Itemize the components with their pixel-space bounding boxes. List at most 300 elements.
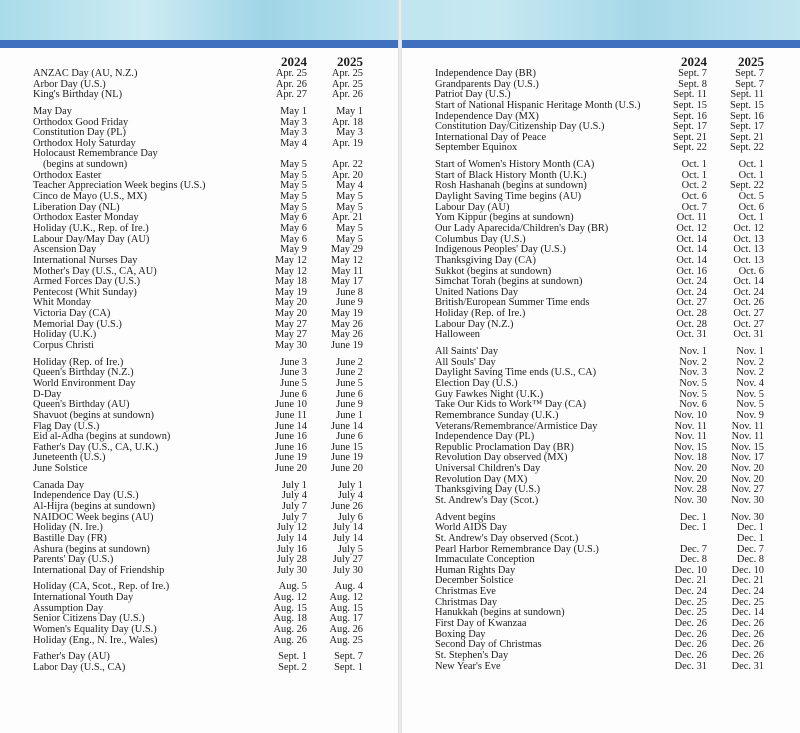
date-2025: Sept. 22 <box>729 180 764 192</box>
date-2025: Oct. 6 <box>738 201 764 213</box>
date-2025: Apr. 26 <box>331 89 363 101</box>
date-2025: Aug. 25 <box>329 634 363 646</box>
date-2025: Nov. 5 <box>736 388 764 400</box>
date-2024: June 10 <box>274 399 307 411</box>
date-2024: Dec. 25 <box>674 607 707 619</box>
date-2024: Nov. 10 <box>674 409 707 421</box>
date-2024: June 19 <box>274 452 307 464</box>
date-2025: June 1 <box>336 409 363 421</box>
holiday-name: Independence Day (MX) <box>435 110 539 122</box>
date-2025: June 2 <box>336 367 363 379</box>
holiday-name: Revolution Day (MX) <box>435 473 528 485</box>
holiday-row <box>33 341 366 352</box>
date-2024: July 7 <box>281 500 307 512</box>
holiday-name: All Saints' Day <box>435 346 499 358</box>
right-page <box>435 54 766 672</box>
date-2024: Dec. 25 <box>674 596 707 608</box>
date-2024: May 27 <box>274 329 307 341</box>
date-2025: Apr. 22 <box>331 159 363 171</box>
date-2025: Sept. 7 <box>735 78 764 90</box>
holiday-row <box>435 379 766 390</box>
holiday-name: Pentecost (Whit Sunday) <box>33 286 137 298</box>
holiday-name: Christmas Eve <box>435 586 496 598</box>
holiday-name: Labour Day (AU) <box>435 201 510 213</box>
date-2025: July 1 <box>337 479 363 491</box>
date-2025: July 5 <box>337 543 363 555</box>
date-2024: Apr. 27 <box>275 89 307 101</box>
date-2025: Oct. 27 <box>733 308 764 320</box>
holiday-name: Independence Day (U.S.) <box>33 490 139 502</box>
date-2024: Nov. 11 <box>674 431 707 443</box>
date-2025: May 4 <box>336 180 363 192</box>
date-2025: May 1 <box>336 105 363 117</box>
date-2024: Sept. 17 <box>672 121 707 133</box>
holiday-name: New Year's Eve <box>435 660 501 672</box>
date-2025: May 17 <box>330 276 363 288</box>
date-2024: May 3 <box>280 116 307 128</box>
holiday-name: ANZAC Day (AU, N.Z.) <box>33 68 138 79</box>
date-2025: June 15 <box>330 441 363 453</box>
date-2024: July 14 <box>276 532 307 544</box>
holiday-name: Daylight Saving Time begins (AU) <box>435 191 582 203</box>
date-2025: Dec. 1 <box>736 532 764 544</box>
date-2024: June 20 <box>274 463 307 475</box>
date-2024: Oct. 16 <box>676 265 707 277</box>
date-2025: Oct. 13 <box>733 244 764 256</box>
date-2024: Nov. 3 <box>679 367 707 379</box>
date-2025: Nov. 15 <box>731 441 764 453</box>
holiday-name: King's Birthday (NL) <box>33 89 123 101</box>
book-spine <box>398 0 402 733</box>
date-2025: Dec. 31 <box>731 660 764 672</box>
holiday-name: International Youth Day <box>33 592 134 604</box>
date-2025: June 19 <box>330 340 363 352</box>
date-2025: Nov. 5 <box>736 399 764 411</box>
date-2025: July 6 <box>337 511 363 523</box>
holiday-name: Corpus Christi <box>33 340 94 352</box>
holiday-row <box>435 143 766 154</box>
holiday-name: Our Lady Aparecida/Children's Day (BR) <box>435 222 609 234</box>
holiday-name: British/European Summer Time ends <box>435 297 590 309</box>
holiday-name: Guy Fawkes Night (U.K.) <box>435 388 544 400</box>
date-2024: May 5 <box>280 191 307 203</box>
holiday-name: Teacher Appreciation Week begins (U.S.) <box>33 180 206 192</box>
date-2024: Dec. 21 <box>674 575 707 587</box>
date-2025: Oct. 31 <box>733 329 764 341</box>
date-2024: Apr. 25 <box>275 68 307 79</box>
date-2024: May 5 <box>280 201 307 213</box>
holiday-name: Father's Day (U.S., CA, U.K.) <box>33 441 159 453</box>
date-2024: Oct. 24 <box>676 276 707 288</box>
date-2025: Sept. 17 <box>729 121 764 133</box>
holiday-name: Constitution Day/Citizenship Day (U.S.) <box>435 121 605 133</box>
holiday-name: Holiday (CA, Scot., Rep. of Ire.) <box>33 581 170 593</box>
date-2025: Aug. 4 <box>334 581 363 593</box>
year-2025-label: 2025 <box>738 54 764 69</box>
holiday-row <box>435 651 766 662</box>
date-2024: Nov. 11 <box>674 420 707 432</box>
holiday-name: May Day <box>33 105 72 117</box>
date-2024: Aug. 15 <box>273 602 307 614</box>
holiday-name: Mother's Day (U.S., CA, AU) <box>33 265 157 277</box>
date-2025: May 3 <box>336 127 363 139</box>
date-2025: Dec. 14 <box>731 607 764 619</box>
date-2024: May 20 <box>274 308 307 320</box>
date-2025: Nov. 1 <box>736 346 764 358</box>
right-holiday-list <box>435 69 766 672</box>
date-2025: June 9 <box>336 399 363 411</box>
holiday-name: Columbus Day (U.S.) <box>435 233 526 245</box>
holiday-name: Hanukkah (begins at sundown) <box>435 607 565 619</box>
holiday-name: St. Andrew's Day observed (Scot.) <box>435 532 579 544</box>
holiday-name: Liberation Day (NL) <box>33 201 120 213</box>
holiday-name: Women's Equality Day (U.S.) <box>33 624 157 636</box>
date-2025: Aug. 15 <box>329 602 363 614</box>
holiday-name: Holiday (Eng., N. Ire., Wales) <box>33 634 158 646</box>
holiday-row <box>33 636 366 647</box>
holiday-name: St. Andrew's Day (Scot.) <box>435 494 539 506</box>
holiday-name: World AIDS Day <box>435 522 507 534</box>
holiday-name: Holocaust Remembrance Day <box>33 148 158 160</box>
holiday-name: Bastille Day (FR) <box>33 532 107 544</box>
date-2024: Sept. 8 <box>678 78 707 90</box>
holiday-name: Daylight Saving Time ends (U.S., CA) <box>435 367 597 379</box>
date-2024: May 5 <box>280 180 307 192</box>
date-2024: July 12 <box>276 522 307 534</box>
left-page <box>33 54 366 674</box>
date-2024: Sept. 22 <box>672 142 707 154</box>
date-2024: Dec. 26 <box>674 618 707 630</box>
date-2025: Nov. 17 <box>731 452 764 464</box>
holiday-name: Thanksgiving Day (CA) <box>435 254 537 266</box>
date-2024: May 12 <box>274 265 307 277</box>
holiday-name: Holiday (N. Ire.) <box>33 522 103 534</box>
year-2024-label: 2024 <box>281 54 307 69</box>
date-2025: Aug. 17 <box>329 613 363 625</box>
date-2024: Oct. 27 <box>676 297 707 309</box>
date-2024: July 7 <box>281 511 307 523</box>
date-2024: Dec. 10 <box>674 564 707 576</box>
holiday-name: Juneteenth (U.S.) <box>33 452 106 464</box>
date-2024: Oct. 14 <box>676 244 707 256</box>
holiday-name: International Day of Peace <box>435 131 547 143</box>
holiday-name: Orthodox Easter Monday <box>33 212 139 224</box>
date-2025: May 19 <box>330 308 363 320</box>
date-2025: June 9 <box>336 297 363 309</box>
date-2024: Aug. 12 <box>273 592 307 604</box>
holiday-name: Halloween <box>435 329 481 341</box>
date-2025: May 26 <box>330 318 363 330</box>
date-2024: Nov. 30 <box>674 494 707 506</box>
holiday-name: Start of Black History Month (U.K.) <box>435 169 587 181</box>
holiday-name: Father's Day (AU) <box>33 651 110 663</box>
holiday-name: Human Rights Day <box>435 564 516 576</box>
holiday-name: Pearl Harbor Remembrance Day (U.S.) <box>435 543 599 555</box>
holiday-name: Flag Day (U.S.) <box>33 420 100 432</box>
holiday-name: Christmas Day <box>435 596 498 608</box>
date-2024: May 1 <box>280 105 307 117</box>
date-2024: May 3 <box>280 127 307 139</box>
date-2025: Apr. 19 <box>331 137 363 149</box>
date-2025: Nov. 30 <box>731 494 764 506</box>
date-2024: June 5 <box>280 377 307 389</box>
holiday-name: December Solstice <box>435 575 514 587</box>
holiday-name: Advent begins <box>435 511 496 523</box>
date-2025: Oct. 27 <box>733 318 764 330</box>
date-2024: May 27 <box>274 318 307 330</box>
holiday-row <box>33 464 366 475</box>
holiday-name: Queen's Birthday (N.Z.) <box>33 367 134 379</box>
holiday-name: United Nations Day <box>435 286 519 298</box>
date-2025: Oct. 1 <box>738 169 764 181</box>
holiday-name: Cinco de Mayo (U.S., MX) <box>33 191 147 203</box>
date-2024: Oct. 14 <box>676 254 707 266</box>
date-2024: May 4 <box>280 137 307 149</box>
holiday-name: Remembrance Sunday (U.K.) <box>435 409 559 421</box>
date-2024: July 28 <box>276 554 307 566</box>
date-2025: Nov. 11 <box>731 420 764 432</box>
holiday-name: Republic Proclamation Day (BR) <box>435 441 574 453</box>
date-2025: Apr. 25 <box>331 68 363 79</box>
date-2024: Sept. 7 <box>678 68 707 79</box>
date-2025: July 4 <box>337 490 363 502</box>
holiday-name: Labor Day (U.S., CA) <box>33 661 126 673</box>
date-2025: May 5 <box>336 201 363 213</box>
date-2024: July 4 <box>281 490 307 502</box>
date-2024: July 30 <box>276 564 307 576</box>
date-2025: Sept. 1 <box>334 661 363 673</box>
holiday-name: (begins at sundown) <box>43 159 128 171</box>
holiday-name: Grandparents Day (U.S.) <box>435 78 539 90</box>
date-2025: Aug. 26 <box>329 624 363 636</box>
date-2024: Sept. 2 <box>278 661 307 673</box>
holiday-name: Holiday (U.K., Rep. of Ire.) <box>33 222 149 234</box>
date-2025: June 5 <box>336 377 363 389</box>
date-2024: Aug. 26 <box>273 634 307 646</box>
date-2024: Sept. 1 <box>278 651 307 663</box>
date-2025: Apr. 18 <box>331 116 363 128</box>
date-2025: Sept. 11 <box>730 89 764 101</box>
right-year-header <box>435 54 766 68</box>
year-2024-label: 2024 <box>681 54 707 69</box>
holiday-name: Canada Day <box>33 479 85 491</box>
holiday-name: First Day of Kwanzaa <box>435 618 527 630</box>
date-2024: Oct. 28 <box>676 308 707 320</box>
date-2024: May 6 <box>280 233 307 245</box>
date-2024: May 5 <box>280 159 307 171</box>
date-2024: Dec. 26 <box>674 649 707 661</box>
date-2025: Apr. 21 <box>331 212 363 224</box>
date-2025: Oct. 5 <box>738 191 764 203</box>
holiday-name: Holiday (Rep. of Ire.) <box>33 356 124 368</box>
date-2024: Nov. 5 <box>679 388 707 400</box>
date-2025: Sept. 21 <box>729 131 764 143</box>
holiday-name: Universal Children's Day <box>435 463 541 475</box>
holiday-name: Veterans/Remembrance/Armistice Day <box>435 420 598 432</box>
date-2025: Dec. 24 <box>731 586 764 598</box>
holiday-name: Patriot Day (U.S.) <box>435 89 511 101</box>
holiday-name: Take Our Kids to Work™ Day (CA) <box>435 399 586 411</box>
date-2025: Oct. 6 <box>738 265 764 277</box>
date-2024: July 16 <box>276 543 307 555</box>
date-2025: June 26 <box>330 500 363 512</box>
date-2024: Nov. 28 <box>674 484 707 496</box>
date-2024: May 12 <box>274 254 307 266</box>
date-2024: Aug. 18 <box>273 613 307 625</box>
date-2025: Nov. 27 <box>731 484 764 496</box>
date-2025: Sept. 7 <box>735 68 764 79</box>
holiday-row <box>33 379 366 390</box>
holiday-row <box>435 224 766 235</box>
holiday-row <box>33 534 366 545</box>
holiday-name: Holiday (Rep. of Ire.) <box>435 308 526 320</box>
date-2024: May 30 <box>274 340 307 352</box>
date-2025: Oct. 13 <box>733 233 764 245</box>
date-2025: Sept. 22 <box>729 142 764 154</box>
date-2025: July 27 <box>332 554 363 566</box>
holiday-name: Rosh Hashanah (begins at sundown) <box>435 180 587 192</box>
holiday-name: Holiday (U.K.) <box>33 329 97 341</box>
holiday-name: Start of National Hispanic Heritage Month (U.S.) <box>435 99 641 111</box>
date-2024: June 16 <box>274 431 307 443</box>
date-2024: June 16 <box>274 441 307 453</box>
date-2024: Dec. 7 <box>679 543 707 555</box>
holiday-name: Eid al-Adha (begins at sundown) <box>33 431 171 443</box>
holiday-name: Independence Day (PL) <box>435 431 535 443</box>
holiday-name: Orthodox Good Friday <box>33 116 129 128</box>
date-2025: May 5 <box>336 233 363 245</box>
date-2025: July 30 <box>332 564 363 576</box>
holiday-name: International Nurses Day <box>33 254 138 266</box>
date-2024: Nov. 15 <box>674 441 707 453</box>
date-2024: Dec. 26 <box>674 639 707 651</box>
holiday-row <box>435 320 766 331</box>
holiday-row <box>33 224 366 235</box>
date-2025: May 26 <box>330 329 363 341</box>
date-2024: Sept. 21 <box>672 131 707 143</box>
holiday-name: Election Day (U.S.) <box>435 377 518 389</box>
holiday-name: Shavuot (begins at sundown) <box>33 409 154 421</box>
date-2024: Oct. 14 <box>676 233 707 245</box>
date-2024: June 6 <box>280 388 307 400</box>
date-2025: June 19 <box>330 452 363 464</box>
holiday-row <box>33 256 366 267</box>
date-2025: Dec. 25 <box>731 596 764 608</box>
left-year-header <box>33 54 366 68</box>
date-2024: Oct. 7 <box>681 201 707 213</box>
date-2025: June 8 <box>336 286 363 298</box>
date-2024: Sept. 16 <box>672 110 707 122</box>
date-2025: Sept. 7 <box>334 651 363 663</box>
date-2025: May 29 <box>330 244 363 256</box>
holiday-name: Thanksgiving Day (U.S.) <box>435 484 541 496</box>
holiday-name: NAIDOC Week begins (AU) <box>33 511 154 523</box>
date-2024: Nov. 1 <box>679 346 707 358</box>
holiday-name: Ashura (begins at sundown) <box>33 543 150 555</box>
date-2024: Oct. 6 <box>681 191 707 203</box>
date-2025: Nov. 9 <box>736 409 764 421</box>
date-2024: Oct. 2 <box>681 180 707 192</box>
date-2024: June 11 <box>275 409 307 421</box>
date-2025: Dec. 26 <box>731 639 764 651</box>
date-2025: Nov. 20 <box>731 473 764 485</box>
holiday-name: Indigenous Peoples' Day (U.S.) <box>435 244 566 256</box>
holiday-name: Second Day of Christmas <box>435 639 542 651</box>
holiday-row <box>33 411 366 422</box>
date-2024: May 5 <box>280 169 307 181</box>
holiday-name: Start of Women's History Month (CA) <box>435 159 595 171</box>
date-2025: Apr. 20 <box>331 169 363 181</box>
holiday-name: Revolution Day observed (MX) <box>435 452 568 464</box>
date-2025: June 6 <box>336 431 363 443</box>
date-2024: Nov. 5 <box>679 377 707 389</box>
holiday-row <box>435 330 766 341</box>
date-2025: May 5 <box>336 222 363 234</box>
holiday-name: World Environment Day <box>33 377 136 389</box>
holiday-row <box>33 90 366 101</box>
holiday-name: D-Day <box>33 388 62 400</box>
holiday-name: Orthodox Easter <box>33 169 102 181</box>
date-2025: Sept. 16 <box>729 110 764 122</box>
holiday-name: Whit Monday <box>33 297 92 309</box>
date-2024: June 14 <box>274 420 307 432</box>
holiday-row <box>435 662 766 673</box>
date-2024: Oct. 31 <box>676 329 707 341</box>
holiday-name: All Souls' Day <box>435 356 496 368</box>
holiday-name: Immaculate Conception <box>435 554 535 566</box>
date-2024: Oct. 28 <box>676 318 707 330</box>
date-2025: Oct. 13 <box>733 254 764 266</box>
date-2024: Dec. 26 <box>674 628 707 640</box>
date-2025: July 14 <box>332 522 363 534</box>
date-2025: Nov. 30 <box>731 511 764 523</box>
holiday-name: Constitution Day (PL) <box>33 127 126 139</box>
holiday-name: Victoria Day (CA) <box>33 308 111 320</box>
date-2024: June 3 <box>280 356 307 368</box>
holiday-name: Independence Day (BR) <box>435 68 536 79</box>
date-2025: Oct. 1 <box>738 212 764 224</box>
date-2025: Dec. 1 <box>736 522 764 534</box>
date-2025: June 14 <box>330 420 363 432</box>
date-2024: May 18 <box>274 276 307 288</box>
holiday-name: St. Stephen's Day <box>435 649 509 661</box>
date-2024: May 20 <box>274 297 307 309</box>
date-2025: Dec. 26 <box>731 618 764 630</box>
holiday-row <box>435 256 766 267</box>
holiday-name: Simchat Torah (begins at sundown) <box>435 276 583 288</box>
date-2024: May 19 <box>274 286 307 298</box>
date-2025: Dec. 8 <box>736 554 764 566</box>
date-2025: Oct. 26 <box>733 297 764 309</box>
date-2024: May 9 <box>280 244 307 256</box>
date-2024: July 1 <box>281 479 307 491</box>
date-2024: Oct. 24 <box>676 286 707 298</box>
holiday-name: Assumption Day <box>33 602 104 614</box>
date-2025: Dec. 7 <box>736 543 764 555</box>
date-2024: Oct. 1 <box>681 169 707 181</box>
date-2024: May 6 <box>280 222 307 234</box>
date-2024: Dec. 1 <box>679 522 707 534</box>
date-2024: June 3 <box>280 367 307 379</box>
date-2024: Dec. 31 <box>674 660 707 672</box>
holiday-name: Sukkot (begins at sundown) <box>435 265 552 277</box>
date-2024: Aug. 26 <box>273 624 307 636</box>
left-holiday-list <box>33 69 366 674</box>
holiday-name: Senior Citizens Day (U.S.) <box>33 613 145 625</box>
holiday-name: Parents' Day (U.S.) <box>33 554 114 566</box>
holiday-row <box>435 101 766 112</box>
holiday-row <box>435 411 766 422</box>
